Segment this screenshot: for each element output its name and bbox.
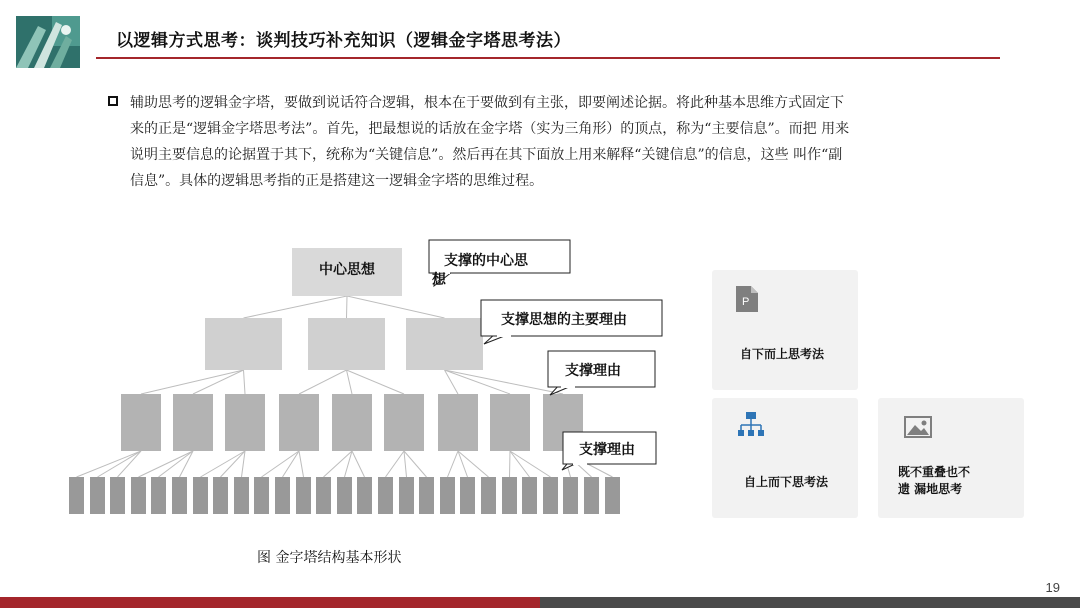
connector-line (445, 370, 564, 394)
svg-text:P: P (742, 296, 750, 308)
pyramid-level3-box (279, 394, 319, 451)
pyramid-level4-box (481, 477, 496, 514)
body-line: 来的正是“逻辑金字塔思考法”。首先，把最想说的话放在金字塔（实为三角形）的顶点，称为“主要信息”。而把 用来 (130, 121, 850, 137)
logo (16, 16, 80, 68)
connector-line (404, 451, 407, 477)
page-title: 以逻辑方式思考：谈判技巧补充知识（逻辑金字塔思考法） (116, 31, 571, 51)
pyramid-level4-box (131, 477, 146, 514)
pyramid-level2-box (205, 318, 282, 370)
callout-central-support (429, 240, 570, 288)
page-number: 19 (1045, 580, 1060, 595)
pyramid-level4-box (378, 477, 393, 514)
pyramid-level4-box (69, 477, 84, 514)
connector-line (386, 451, 405, 477)
connector-line (448, 451, 459, 477)
connector-line (244, 370, 246, 394)
connector-line (221, 451, 246, 477)
pyramid-level4-box (90, 477, 105, 514)
footer-bar-red (0, 597, 540, 608)
connector-line (324, 451, 353, 477)
pyramid-level4-box (357, 477, 372, 514)
pyramid-level4-box (543, 477, 558, 514)
pyramid-level4-box (563, 477, 578, 514)
pyramid-level4-box (172, 477, 187, 514)
connector-line (347, 296, 445, 318)
connector-line (242, 451, 246, 477)
connector-line (510, 451, 511, 477)
card-mece-label-line: 既不重叠也不 (898, 465, 971, 479)
pyramid-level3-box (121, 394, 161, 451)
pyramid-level3-box (173, 394, 213, 451)
card-mece-label (898, 464, 970, 498)
connector-line (299, 370, 347, 394)
pyramid-level4-box (440, 477, 455, 514)
connector-line (283, 451, 300, 477)
pyramid-level4-box (522, 477, 537, 514)
card-top-down[interactable] (712, 398, 858, 518)
pyramid-level4-box (605, 477, 620, 514)
callout-main-reasons (481, 300, 662, 344)
connector-line (352, 451, 365, 477)
connector-line (299, 451, 304, 477)
connector-line (201, 451, 246, 477)
body-line: 辅助思考的逻辑金字塔，要做到说话符合逻辑，根本在于要做到有主张，即要阐述论据。将此种基本思维方式固定下 (130, 95, 844, 111)
card-top-down-label: 自上而下思考法 (744, 475, 829, 489)
pyramid-level4-box (110, 477, 125, 514)
body-paragraph (130, 90, 992, 194)
connector-line (347, 296, 348, 318)
callout-support-reason-2 (562, 432, 656, 470)
pyramid-level4-box (213, 477, 228, 514)
pyramid-level4-box (234, 477, 249, 514)
callout-2-text: 支撑思想的主要理由 (501, 312, 627, 328)
callout-1-wrap-text: 想 (432, 272, 446, 288)
connector-line (139, 451, 194, 477)
connector-line (510, 451, 530, 477)
connector-line (193, 370, 244, 394)
pyramid-level4-box (399, 477, 414, 514)
connector-line (98, 451, 142, 477)
card-mece[interactable] (878, 398, 1024, 518)
body-line: 说明主要信息的论据置于其下，统称为“关键信息”。然后再在其下面放上用来解释“关键信息”的信息，这些 叫作“副 (130, 147, 843, 163)
card-mece-label-line: 遗 漏地思考 (898, 482, 963, 496)
connector-line (118, 451, 142, 477)
callout-3-text: 支撑理由 (565, 363, 621, 379)
connector-line (510, 451, 551, 477)
body-line: 信息”。具体的逻辑思考指的正是搭建这一逻辑金字塔的思维过程。 (130, 173, 544, 189)
image-icon (904, 416, 932, 438)
connector-line (159, 451, 194, 477)
connector-line (77, 451, 142, 477)
pyramid-level2-box (406, 318, 483, 370)
pyramid-level4-box (502, 477, 517, 514)
connector-line (262, 451, 300, 477)
pyramid-level4-box (254, 477, 269, 514)
pyramid-level4-box (296, 477, 311, 514)
pyramid-level4-box (584, 477, 599, 514)
footer-bar-gray (540, 597, 1080, 608)
connector-line (180, 451, 194, 477)
connector-line (445, 370, 459, 394)
pyramid-level4-box (316, 477, 331, 514)
pyramid-level4-box (275, 477, 290, 514)
connector-line (445, 370, 511, 394)
callout-4-text: 支撑理由 (579, 442, 635, 458)
pyramid-level4-box (151, 477, 166, 514)
callout-support-reason-1 (548, 351, 655, 395)
top-box-label: 中心思想 (319, 262, 375, 278)
callout-1-text: 支撑的中心思 (444, 253, 528, 269)
figure-caption: 图 金字塔结构基本形状 (257, 550, 402, 566)
connector-line (347, 370, 353, 394)
bullet-square-icon (108, 96, 118, 106)
pyramid-level3-box (490, 394, 530, 451)
document-p-icon (736, 286, 758, 312)
pyramid-level3-box (384, 394, 424, 451)
card-bottom-up[interactable] (712, 270, 858, 390)
connector-line (347, 370, 405, 394)
connector-line (141, 370, 244, 394)
pyramid-level3-box (225, 394, 265, 451)
pyramid-level4-box (193, 477, 208, 514)
connector-line (244, 296, 348, 318)
pyramid-level4-box (460, 477, 475, 514)
connector-line (404, 451, 427, 477)
pyramid-level4-box (337, 477, 352, 514)
org-chart-icon (738, 412, 764, 440)
card-bottom-up-label: 自下而上思考法 (740, 347, 825, 361)
pyramid-level3-box (332, 394, 372, 451)
title-divider (96, 57, 1000, 59)
pyramid-level4-box (419, 477, 434, 514)
pyramid-level3-box (438, 394, 478, 451)
pyramid-level2-box (308, 318, 385, 370)
